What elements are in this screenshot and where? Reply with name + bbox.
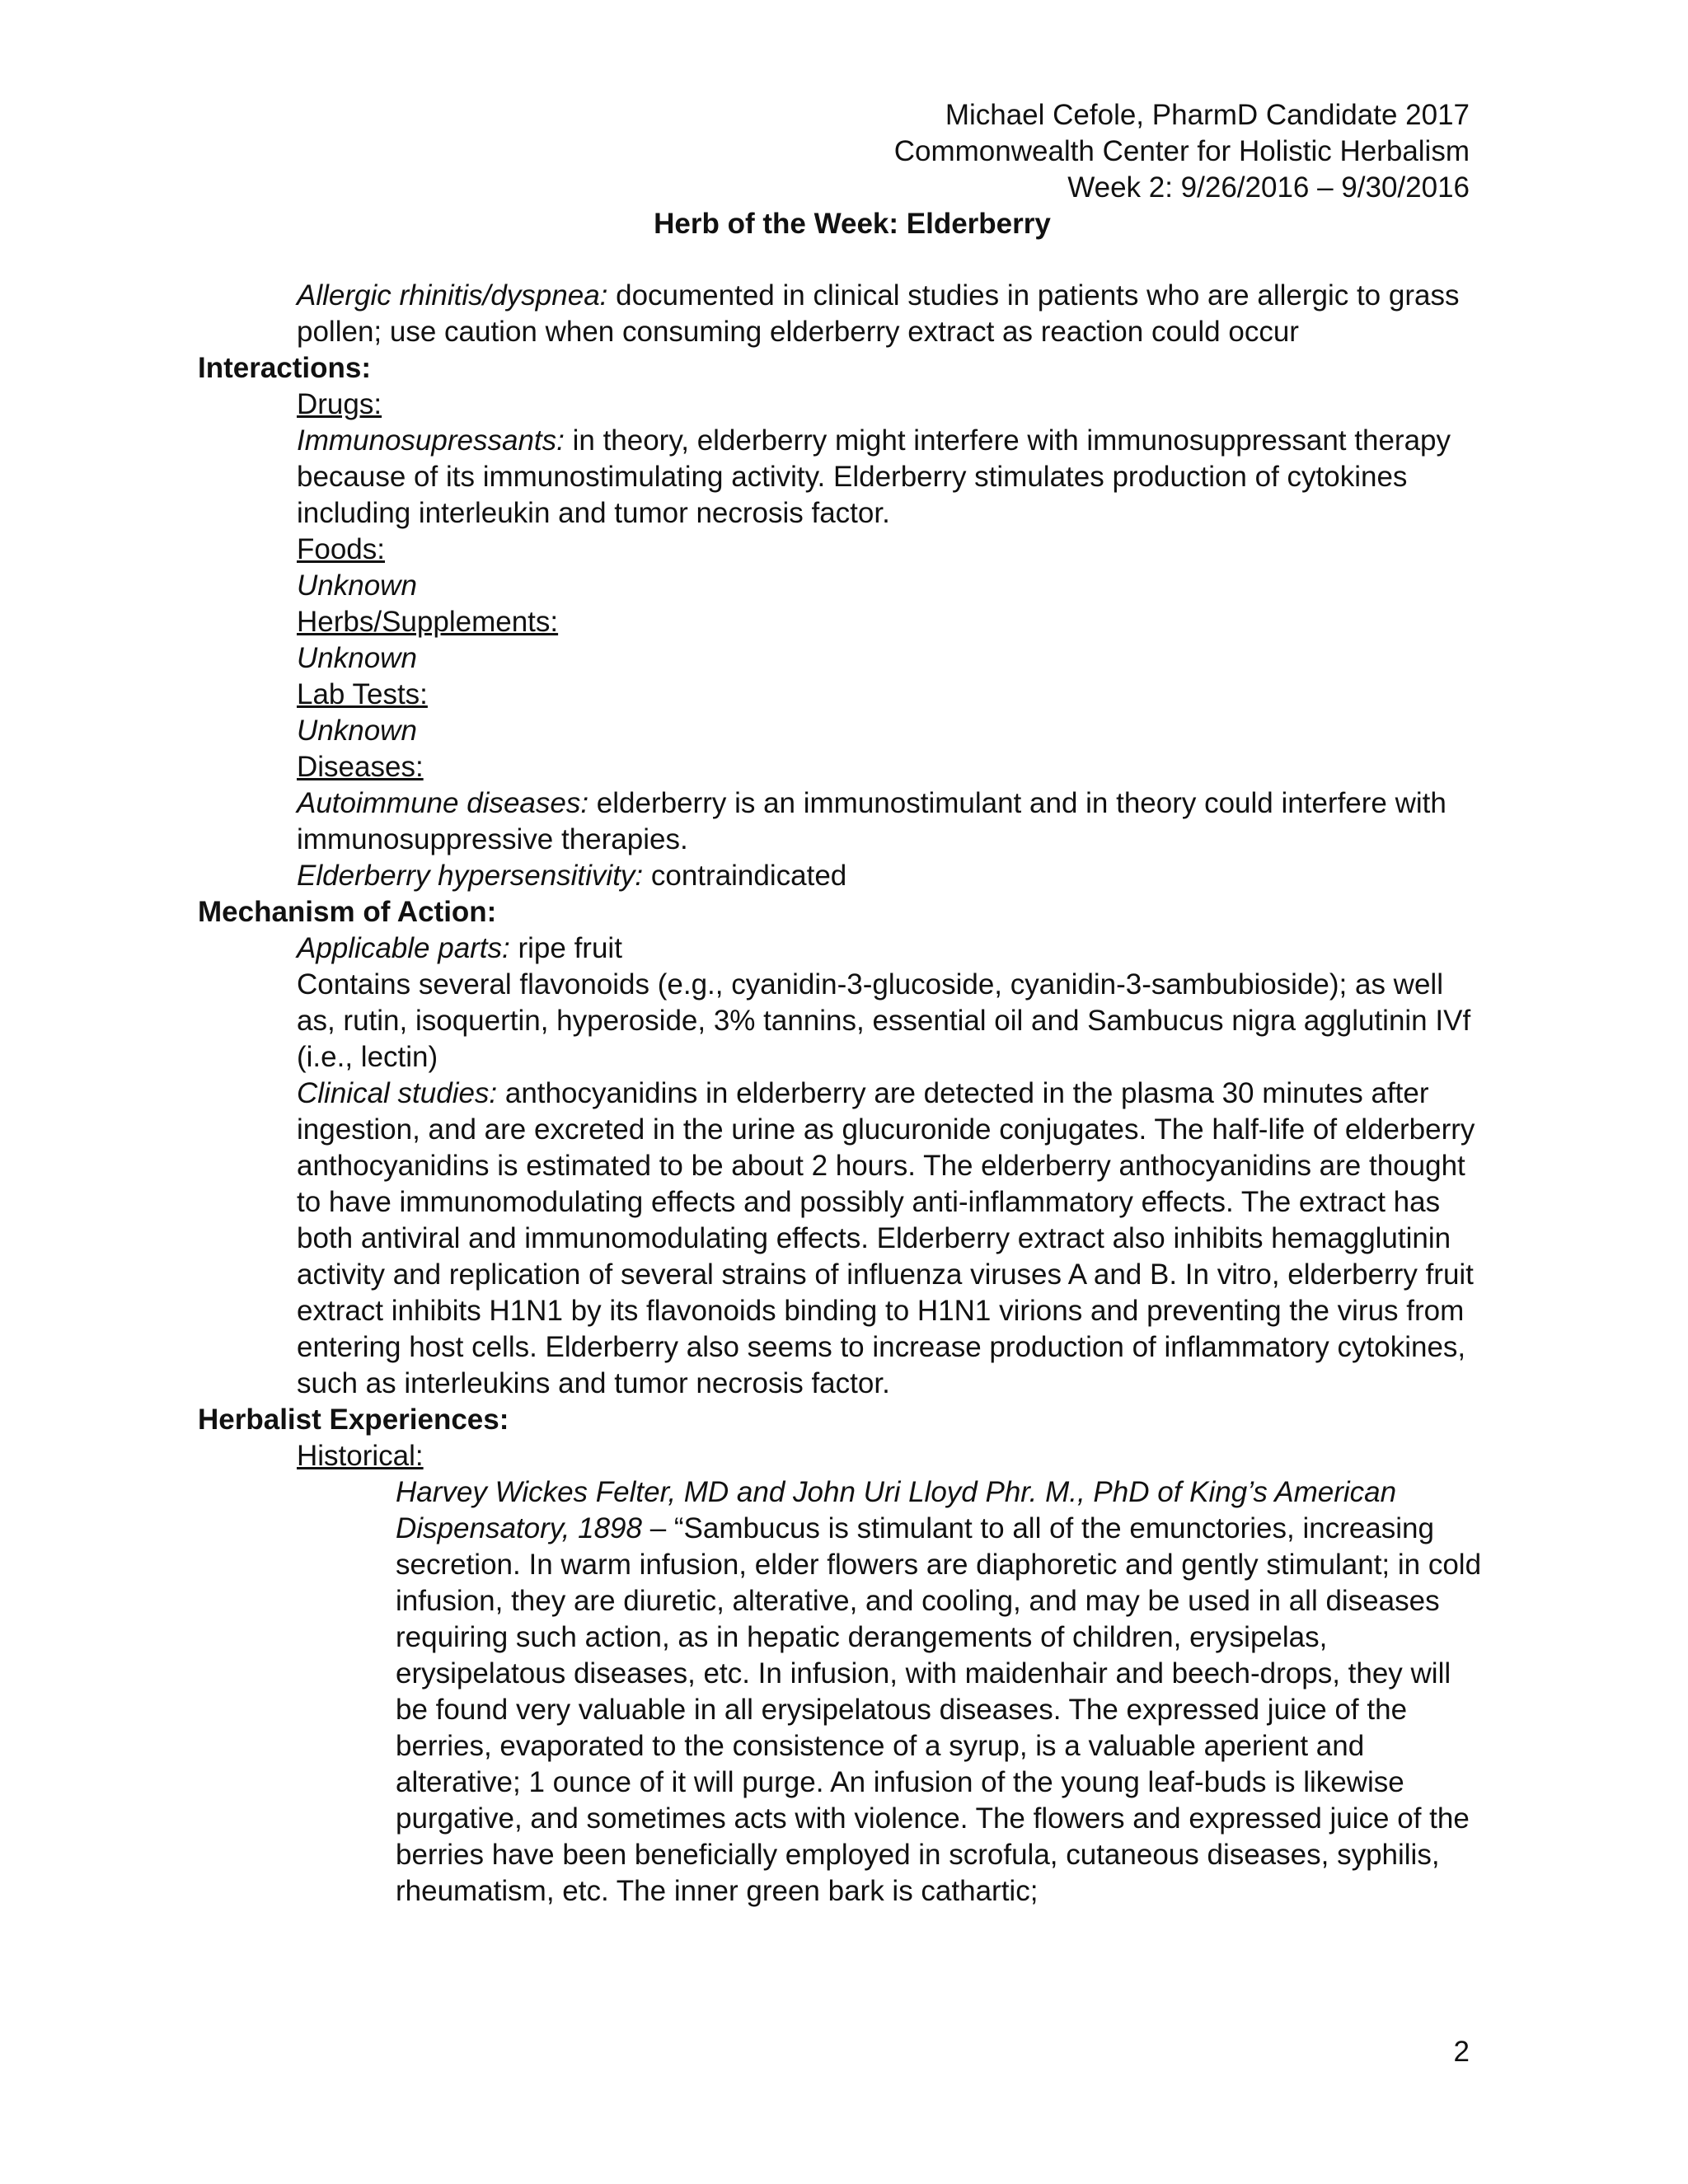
immuno-label: Immunosupressants: (297, 424, 565, 457)
parts-label: Applicable parts: (297, 932, 510, 964)
herbs-value: Unknown (297, 642, 417, 674)
historical-citation: Harvey Wickes Felter, MD and John Uri Lloyd Phr. M., PhD of King’s American Dispensatory, 1898 (396, 1476, 1397, 1544)
historical-quote: – “Sambucus is stimulant to all of the emunctories, increasing secretion. In warm infusion, elder flowers are diaphoretic and gently stimulant; in cold infusion, they are diuretic, alterative, and cooling, and may be used in all diseases requiring such action, as in hepatic derangements of children, erysipelas, erysipelatous diseases, etc. In infusion, with maidenhair and beech-drops, they will be found very valuable in all erysipelatous diseases. The expressed juice of the berries, evaporated to the consistence of a syrup, is a valuable aperient and alterative; 1 ounce of it will purge. An infusion of the young leaf-buds is likewise purgative, and sometimes acts with violence. The flowers and expressed juice of the berries have been beneficially employed in scrofula, cutaneous diseases, syphilis, rheumatism, etc. The inner green bark is cathartic; (396, 1512, 1482, 1907)
allergic-text: documented in clinical studies in patients who are allergic to grass pollen; use caution when consuming elderberry extract as reaction could occur (297, 279, 1460, 348)
foods-value: Unknown (297, 569, 417, 602)
drugs-label: Drugs: (297, 388, 382, 420)
document-body (198, 278, 1484, 1910)
parts-text: ripe fruit (509, 932, 622, 964)
foods-label: Foods: (297, 533, 385, 565)
hypersensitivity-paragraph (198, 858, 1484, 894)
allergic-label: Allergic rhinitis/dyspnea: (297, 279, 608, 312)
hypersensitivity-text: contraindicated (643, 860, 847, 892)
organization-line: Commonwealth Center for Holistic Herbalism (893, 135, 1470, 167)
lab-value: Unknown (297, 715, 417, 747)
hypersensitivity-label: Elderberry hypersensitivity: (297, 860, 644, 892)
autoimmune-paragraph (198, 785, 1484, 858)
diseases-label: Diseases: (297, 751, 424, 783)
herbalist-heading: Herbalist Experiences: (198, 1404, 509, 1436)
autoimmune-text: elderberry is an immunostimulant and in theory could interfere with immunosuppressive therapies. (297, 787, 1447, 855)
immuno-paragraph (198, 423, 1484, 532)
historical-quote-paragraph (198, 1474, 1484, 1910)
clinical-label: Clinical studies: (297, 1077, 498, 1109)
allergic-paragraph (198, 278, 1484, 350)
interactions-heading: Interactions: (198, 352, 372, 384)
herbs-label: Herbs/Supplements: (297, 606, 559, 638)
mechanism-heading: Mechanism of Action: (198, 896, 497, 928)
week-line: Week 2: 9/26/2016 – 9/30/2016 (1067, 171, 1470, 204)
contains-paragraph: Contains several flavonoids (e.g., cyanidin-3-glucoside, cyanidin-3-sambubioside); as well as, rutin, isoquertin, hyperoside, 3% tannins, essential oil and Sambucus nigra agglutinin IVf (i.e., lectin) (297, 968, 1471, 1073)
lab-label: Lab Tests: (297, 678, 428, 710)
clinical-text: anthocyanidins in elderberry are detected in the plasma 30 minutes after ingestion, and are excreted in the urine as glucuronide conjugates. The half-life of elderberry anthocyanidins is estimated to be about 2 hours. The elderberry anthocyanidins are thought to have immunomodulating effects and possibly anti-inflammatory effects. The extract has both antiviral and immunomodulating effects. Elderberry extract also inhibits hemagglutinin activity and replication of several strains of influenza viruses A and B. In vitro, elderberry fruit extract inhibits H1N1 by its flavonoids binding to H1N1 virions and preventing the virus from entering host cells. Elderberry also seems to increase production of inflammatory cytokines, such as interleukins and tumor necrosis factor. (297, 1077, 1475, 1399)
author-line: Michael Cefole, PharmD Candidate 2017 (945, 99, 1470, 131)
parts-paragraph (198, 930, 1484, 967)
autoimmune-label: Autoimmune diseases: (297, 787, 589, 819)
immuno-text: in theory, elderberry might interfere with immunosuppressant therapy because of its immunostimulating activity. Elderberry stimulates production of cytokines including interleukin and tumor necrosis factor. (297, 424, 1451, 529)
page-number: 2 (1453, 2036, 1470, 2068)
document-header (894, 97, 1470, 206)
page-title: Herb of the Week: Elderberry (654, 208, 1051, 240)
historical-label: Historical: (297, 1440, 424, 1472)
clinical-paragraph (198, 1076, 1484, 1402)
